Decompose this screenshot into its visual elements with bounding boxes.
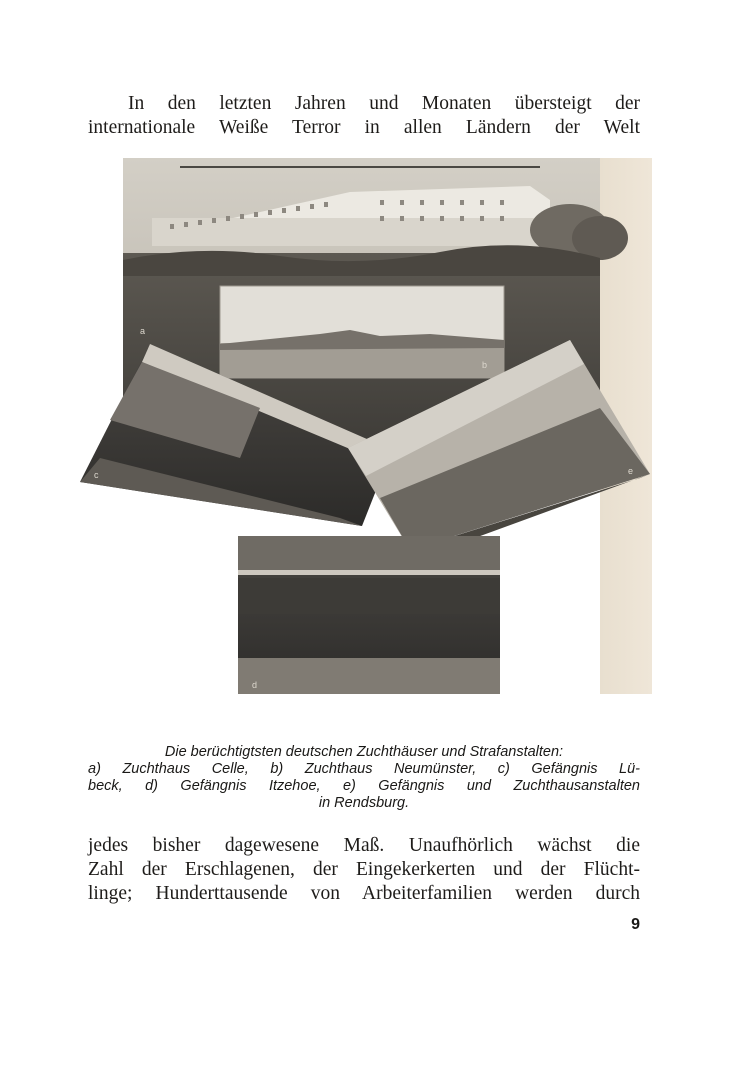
caption-line: in Rendsburg. bbox=[318, 795, 410, 811]
photo-d bbox=[238, 536, 500, 694]
photo-label-e: e bbox=[628, 466, 634, 476]
text-line: In den letzten Jahren und Monaten übersteigt der bbox=[128, 93, 640, 114]
prison-photo-collage bbox=[80, 158, 652, 694]
photo-label-b: b bbox=[482, 360, 488, 370]
caption-line: a) Zuchthaus Celle, b) Zuchthaus Neumünster, c) Gefängnis Lü- bbox=[88, 761, 640, 777]
photo-label-d: d bbox=[252, 680, 258, 690]
photo-b bbox=[220, 286, 504, 378]
caption-line: Die berüchtigtsten deutschen Zuchthäuser und Strafanstalten: bbox=[164, 744, 564, 760]
body-paragraph-top bbox=[88, 92, 640, 140]
caption-line: beck, d) Gefängnis Itzehoe, e) Gefängnis und Zuchthausanstalten bbox=[88, 778, 640, 794]
text-line: Zahl der Erschlagenen, der Eingekerkerten und der Flücht- bbox=[88, 859, 640, 880]
photo-label-c: c bbox=[94, 470, 99, 480]
photo-caption bbox=[88, 744, 640, 812]
text-line: linge; Hunderttausende von Arbeiterfamilien werden durch bbox=[88, 883, 640, 904]
text-line: jedes bisher dagewesene Maß. Unaufhörlich wächst die bbox=[88, 835, 640, 856]
photo-label-a: a bbox=[140, 326, 146, 336]
text-line: internationale Weiße Terror in allen Ländern der Welt bbox=[88, 117, 640, 138]
page-number: 9 bbox=[631, 916, 640, 933]
body-paragraph-bottom bbox=[88, 834, 640, 906]
